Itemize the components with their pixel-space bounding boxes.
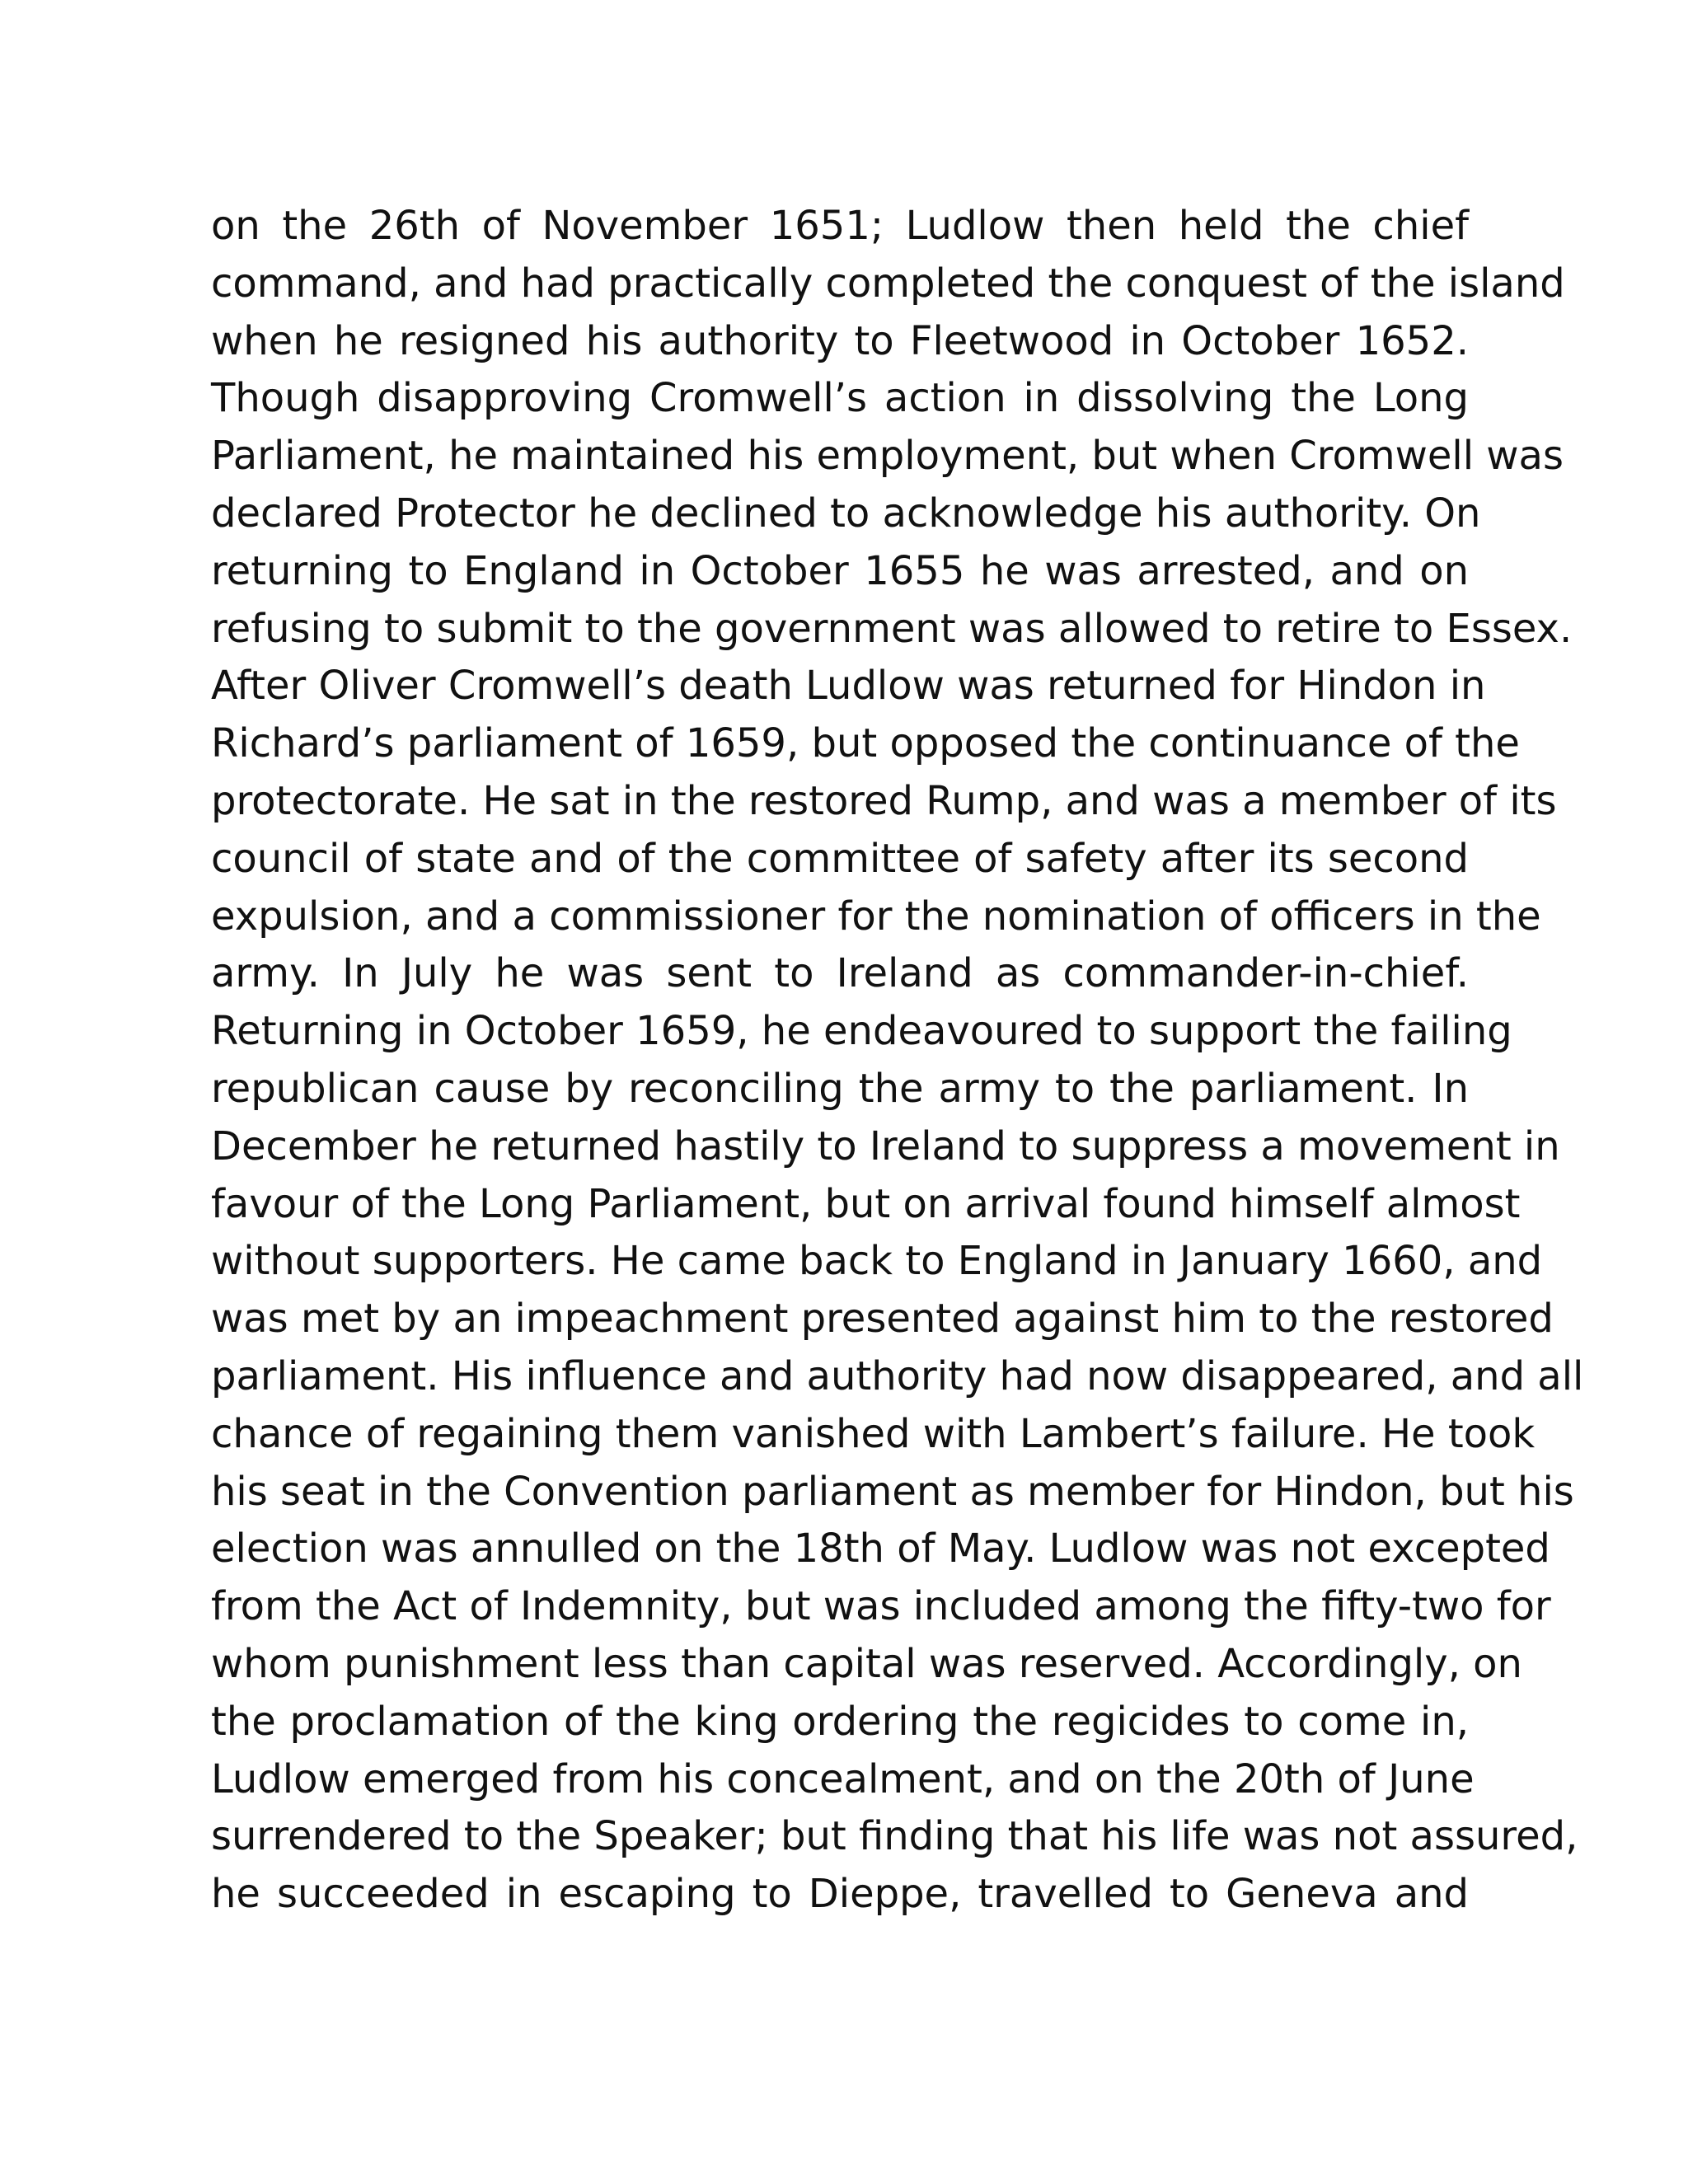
text-line: Returning in October 1659, he endeavoured to support the failing — [211, 1008, 1512, 1055]
text-line: election was annulled on the 18th of May. Ludlow was not excepted — [211, 1526, 1550, 1572]
text-line: After Oliver Cromwell’s death Ludlow was returned for Hindon in — [211, 663, 1486, 710]
text-line: command, and had practically completed the conquest of the island — [211, 260, 1565, 307]
text-line: when he resigned his authority to Fleetwood in October 1652. — [211, 317, 1469, 364]
text-line: favour of the Long Parliament, but on arrival found himself almost — [211, 1180, 1521, 1227]
text-line: December he returned hastily to Ireland to suppress a movement in — [211, 1122, 1560, 1169]
text-line: declared Protector he declined to acknowledge his authority. On — [211, 490, 1481, 537]
text-line: republican cause by reconciling the army to the parliament. In — [211, 1065, 1469, 1112]
text-line: parliament. His influence and authority had now disappeared, and all — [211, 1352, 1584, 1399]
text-line: protectorate. He sat in the restored Rump, and was a member of its — [211, 777, 1557, 824]
text-line: his seat in the Convention parliament as member for Hindon, but his — [211, 1468, 1574, 1515]
text-line: from the Act of Indemnity, but was included among the fifty-two for — [211, 1583, 1551, 1630]
text-line: Though disapproving Cromwell’s action in dissolving the Long — [211, 375, 1469, 422]
text-line: was met by an impeachment presented against him to the restored — [211, 1296, 1554, 1343]
text-line: he succeeded in escaping to Dieppe, travelled to Geneva and — [211, 1871, 1469, 1918]
text-line: the proclamation of the king ordering the regicides to come in, — [211, 1698, 1469, 1745]
text-line: without supporters. He came back to England in January 1660, and — [211, 1238, 1543, 1285]
text-line: returning to England in October 1655 he was arrested, and on — [211, 547, 1469, 594]
text-line: Richard’s parliament of 1659, but opposed the continuance of the — [211, 720, 1520, 767]
text-line: Parliament, he maintained his employment, but when Cromwell was — [211, 433, 1564, 480]
body-text — [211, 198, 1584, 1924]
text-line: refusing to submit to the government was allowed to retire to Essex. — [211, 605, 1573, 652]
text-line: on the 26th of November 1651; Ludlow then held the chief — [211, 203, 1469, 249]
text-line: army. In July he was sent to Ireland as commander-in-chief. — [211, 950, 1469, 997]
text-line: council of state and of the committee of safety after its second — [211, 835, 1469, 882]
text-line: surrendered to the Speaker; but finding that his life was not assured, — [211, 1813, 1578, 1860]
text-line: whom punishment less than capital was reserved. Accordingly, on — [211, 1640, 1522, 1687]
text-line: chance of regaining them vanished with Lambert’s failure. He took — [211, 1410, 1536, 1457]
text-line: expulsion, and a commissioner for the nomination of officers in the — [211, 893, 1541, 940]
text-line: Ludlow emerged from his concealment, and on the 20th of June — [211, 1755, 1475, 1802]
